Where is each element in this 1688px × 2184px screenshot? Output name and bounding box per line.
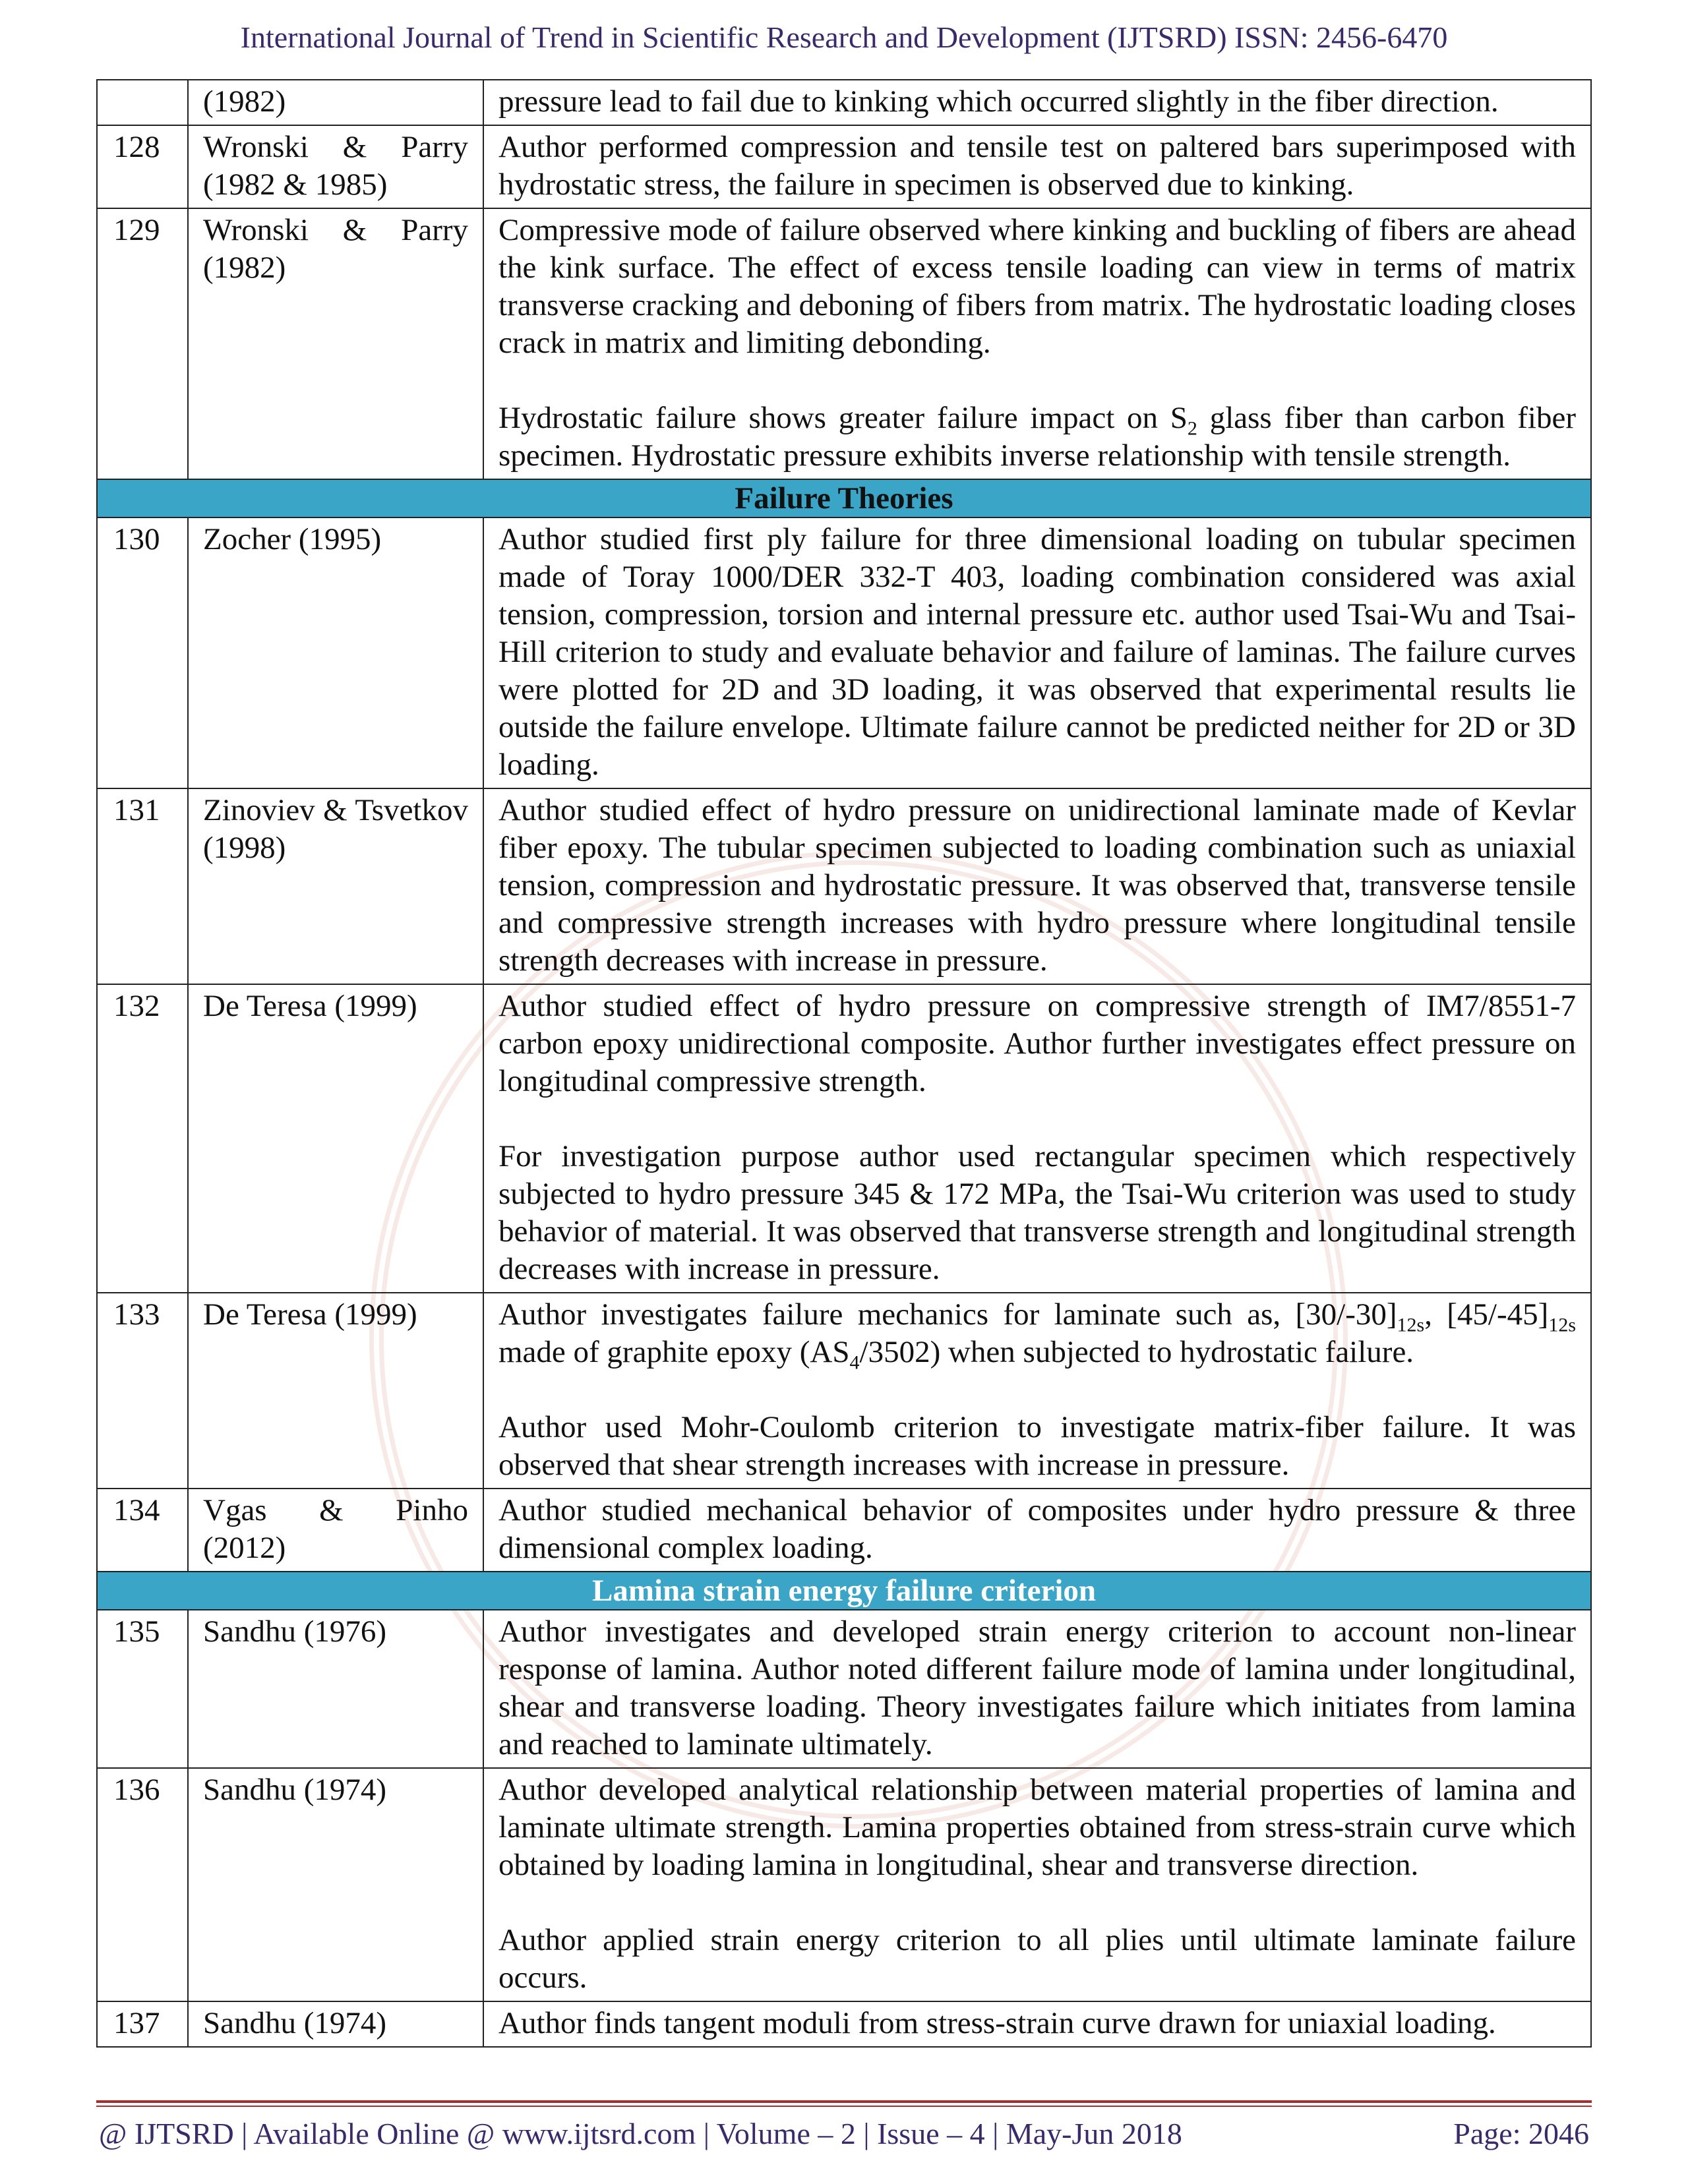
ref-number: 136 [97, 1768, 188, 2001]
ref-number: 128 [97, 125, 188, 208]
description-paragraph: Author investigates and developed strain energy criterion to account non-linear response of lamina. Author noted different failure mode of lamina under longitudinal, shear and transverse loading. Theory investigates failure which initiates from lamina and reached to laminate ultimately. [498, 1614, 1576, 1761]
description-cell [483, 1610, 1591, 1768]
table-row [97, 984, 1591, 1293]
page-number: Page: 2046 [1453, 2117, 1589, 2150]
table-row [97, 517, 1591, 788]
table-row [97, 208, 1591, 479]
author-cell: De Teresa (1999) [188, 1293, 483, 1489]
table-row [97, 1768, 1591, 2001]
author-cell: Sandhu (1976) [188, 1610, 483, 1768]
description-cell [483, 984, 1591, 1293]
description-cell [483, 125, 1591, 208]
author-cell: De Teresa (1999) [188, 984, 483, 1293]
description-paragraph: Author applied strain energy criterion to all plies until ultimate laminate failure occurs. [498, 1923, 1576, 1995]
description-cell [483, 2001, 1591, 2047]
description-paragraph: Author studied effect of hydro pressure on compressive strength of IM7/8551-7 carbon epoxy unidirectional composite. Author further investigates effect pressure on longitudinal compressive strength. [498, 989, 1576, 1098]
description-paragraph: Author used Mohr-Coulomb criterion to investigate matrix-fiber failure. It was observed that shear strength increases with increase in pressure. [498, 1410, 1576, 1482]
table-row [97, 2001, 1591, 2047]
description-paragraph: pressure lead to fail due to kinking which occurred slightly in the fiber direction. [498, 84, 1499, 119]
ref-number: 132 [97, 984, 188, 1293]
ref-number: 131 [97, 788, 188, 984]
author-cell: Vgas & Pinho (2012) [188, 1489, 483, 1572]
author-cell: Wronski & Parry (1982 & 1985) [188, 125, 483, 208]
footer-rule [96, 2100, 1592, 2103]
table-row [97, 1489, 1591, 1572]
table-row [97, 1293, 1591, 1489]
section-title: Lamina strain energy failure criterion [97, 1572, 1591, 1610]
review-table [96, 79, 1592, 2048]
page-footer [99, 2116, 1589, 2151]
description-cell [483, 208, 1591, 479]
author-cell: (1982) [188, 80, 483, 125]
description-cell [483, 788, 1591, 984]
section-header-row [97, 479, 1591, 517]
description-paragraph: For investigation purpose author used rectangular specimen which respectively subjected to hydro pressure 345 & 172 MPa, the Tsai-Wu criterion was used to study behavior of material. It was observed that transverse strength and longitudinal strength decreases with increase in pressure. [498, 1139, 1576, 1286]
ref-number: 135 [97, 1610, 188, 1768]
table-row [97, 788, 1591, 984]
ref-number: 130 [97, 517, 188, 788]
description-paragraph: Author studied first ply failure for three dimensional loading on tubular specimen made of Toray 1000/DER 332-T 403, loading combination considered was axial tension, compression, torsion and internal pressure etc. author used Tsai-Wu and Tsai-Hill criterion to study and evaluate behavior and failure of laminas. The failure curves were plotted for 2D and 3D loading, it was observed that experimental results lie outside the failure envelope. Ultimate failure cannot be predicted neither for 2D or 3D loading. [498, 522, 1576, 782]
author-cell: Zocher (1995) [188, 517, 483, 788]
author-cell: Wronski & Parry (1982) [188, 208, 483, 479]
ref-number: 134 [97, 1489, 188, 1572]
description-paragraph: Hydrostatic failure shows greater failure impact on $S_2$ glass fiber than carbon fiber specimen. Hydrostatic pressure exhibits inverse relationship with tensile strength. [498, 401, 1576, 473]
ref-number: 133 [97, 1293, 188, 1489]
review-table-container [96, 79, 1592, 2048]
description-paragraph: Author developed analytical relationship between material properties of lamina and laminate ultimate strength. Lamina properties obtained from stress-strain curve which obtained by loading lamina in longitudinal, shear and transverse direction. [498, 1773, 1576, 1882]
footer-rule-thin [96, 2106, 1592, 2107]
table-row [97, 125, 1591, 208]
description-paragraph: Compressive mode of failure observed where kinking and buckling of fibers are ahead the kink surface. The effect of excess tensile loading can view in terms of matrix transverse cracking and deboning of fibers from matrix. The hydrostatic loading closes crack in matrix and limiting debonding. [498, 213, 1576, 360]
description-paragraph: Author performed compression and tensile test on paltered bars superimposed with hydrostatic stress, the failure in specimen is observed due to kinking. [498, 130, 1576, 202]
section-header-row [97, 1572, 1591, 1610]
description-cell [483, 1768, 1591, 2001]
author-cell: Sandhu (1974) [188, 1768, 483, 2001]
description-cell [483, 80, 1591, 125]
description-cell [483, 1293, 1591, 1489]
table-row [97, 80, 1591, 125]
description-cell [483, 517, 1591, 788]
ref-number [97, 80, 188, 125]
description-cell [483, 1489, 1591, 1572]
table-row [97, 1610, 1591, 1768]
description-paragraph: Author finds tangent moduli from stress-strain curve drawn for uniaxial loading. [498, 2006, 1496, 2040]
ref-number: 129 [97, 208, 188, 479]
section-title: Failure Theories [97, 479, 1591, 517]
ref-number: 137 [97, 2001, 188, 2047]
description-paragraph: Author studied mechanical behavior of composites under hydro pressure & three dimensional complex loading. [498, 1493, 1576, 1565]
journal-header: International Journal of Trend in Scientific Research and Development (IJTSRD) ISSN: 2456-6470 [240, 20, 1448, 54]
author-cell: Sandhu (1974) [188, 2001, 483, 2047]
description-paragraph: Author studied effect of hydro pressure on unidirectional laminate made of Kevlar fiber epoxy. The tubular specimen subjected to loading combination such as uniaxial tension, compression and hydrostatic pressure. It was observed that, transverse tensile and compressive strength increases with hydro pressure where longitudinal tensile strength decreases with increase in pressure. [498, 793, 1576, 978]
author-cell: Zinoviev & Tsvetkov (1998) [188, 788, 483, 984]
description-paragraph: Author investigates failure mechanics for laminate such as, $[30/-30]_{12s}$, $[45/-45]_{12s}$ made of graphite epoxy $(AS_4/3502)$ when subjected to hydrostatic failure. [498, 1297, 1576, 1374]
footer-info: @ IJTSRD | Available Online @ www.ijtsrd.com | Volume – 2 | Issue – 4 | May-Jun 2018 [99, 2117, 1182, 2150]
